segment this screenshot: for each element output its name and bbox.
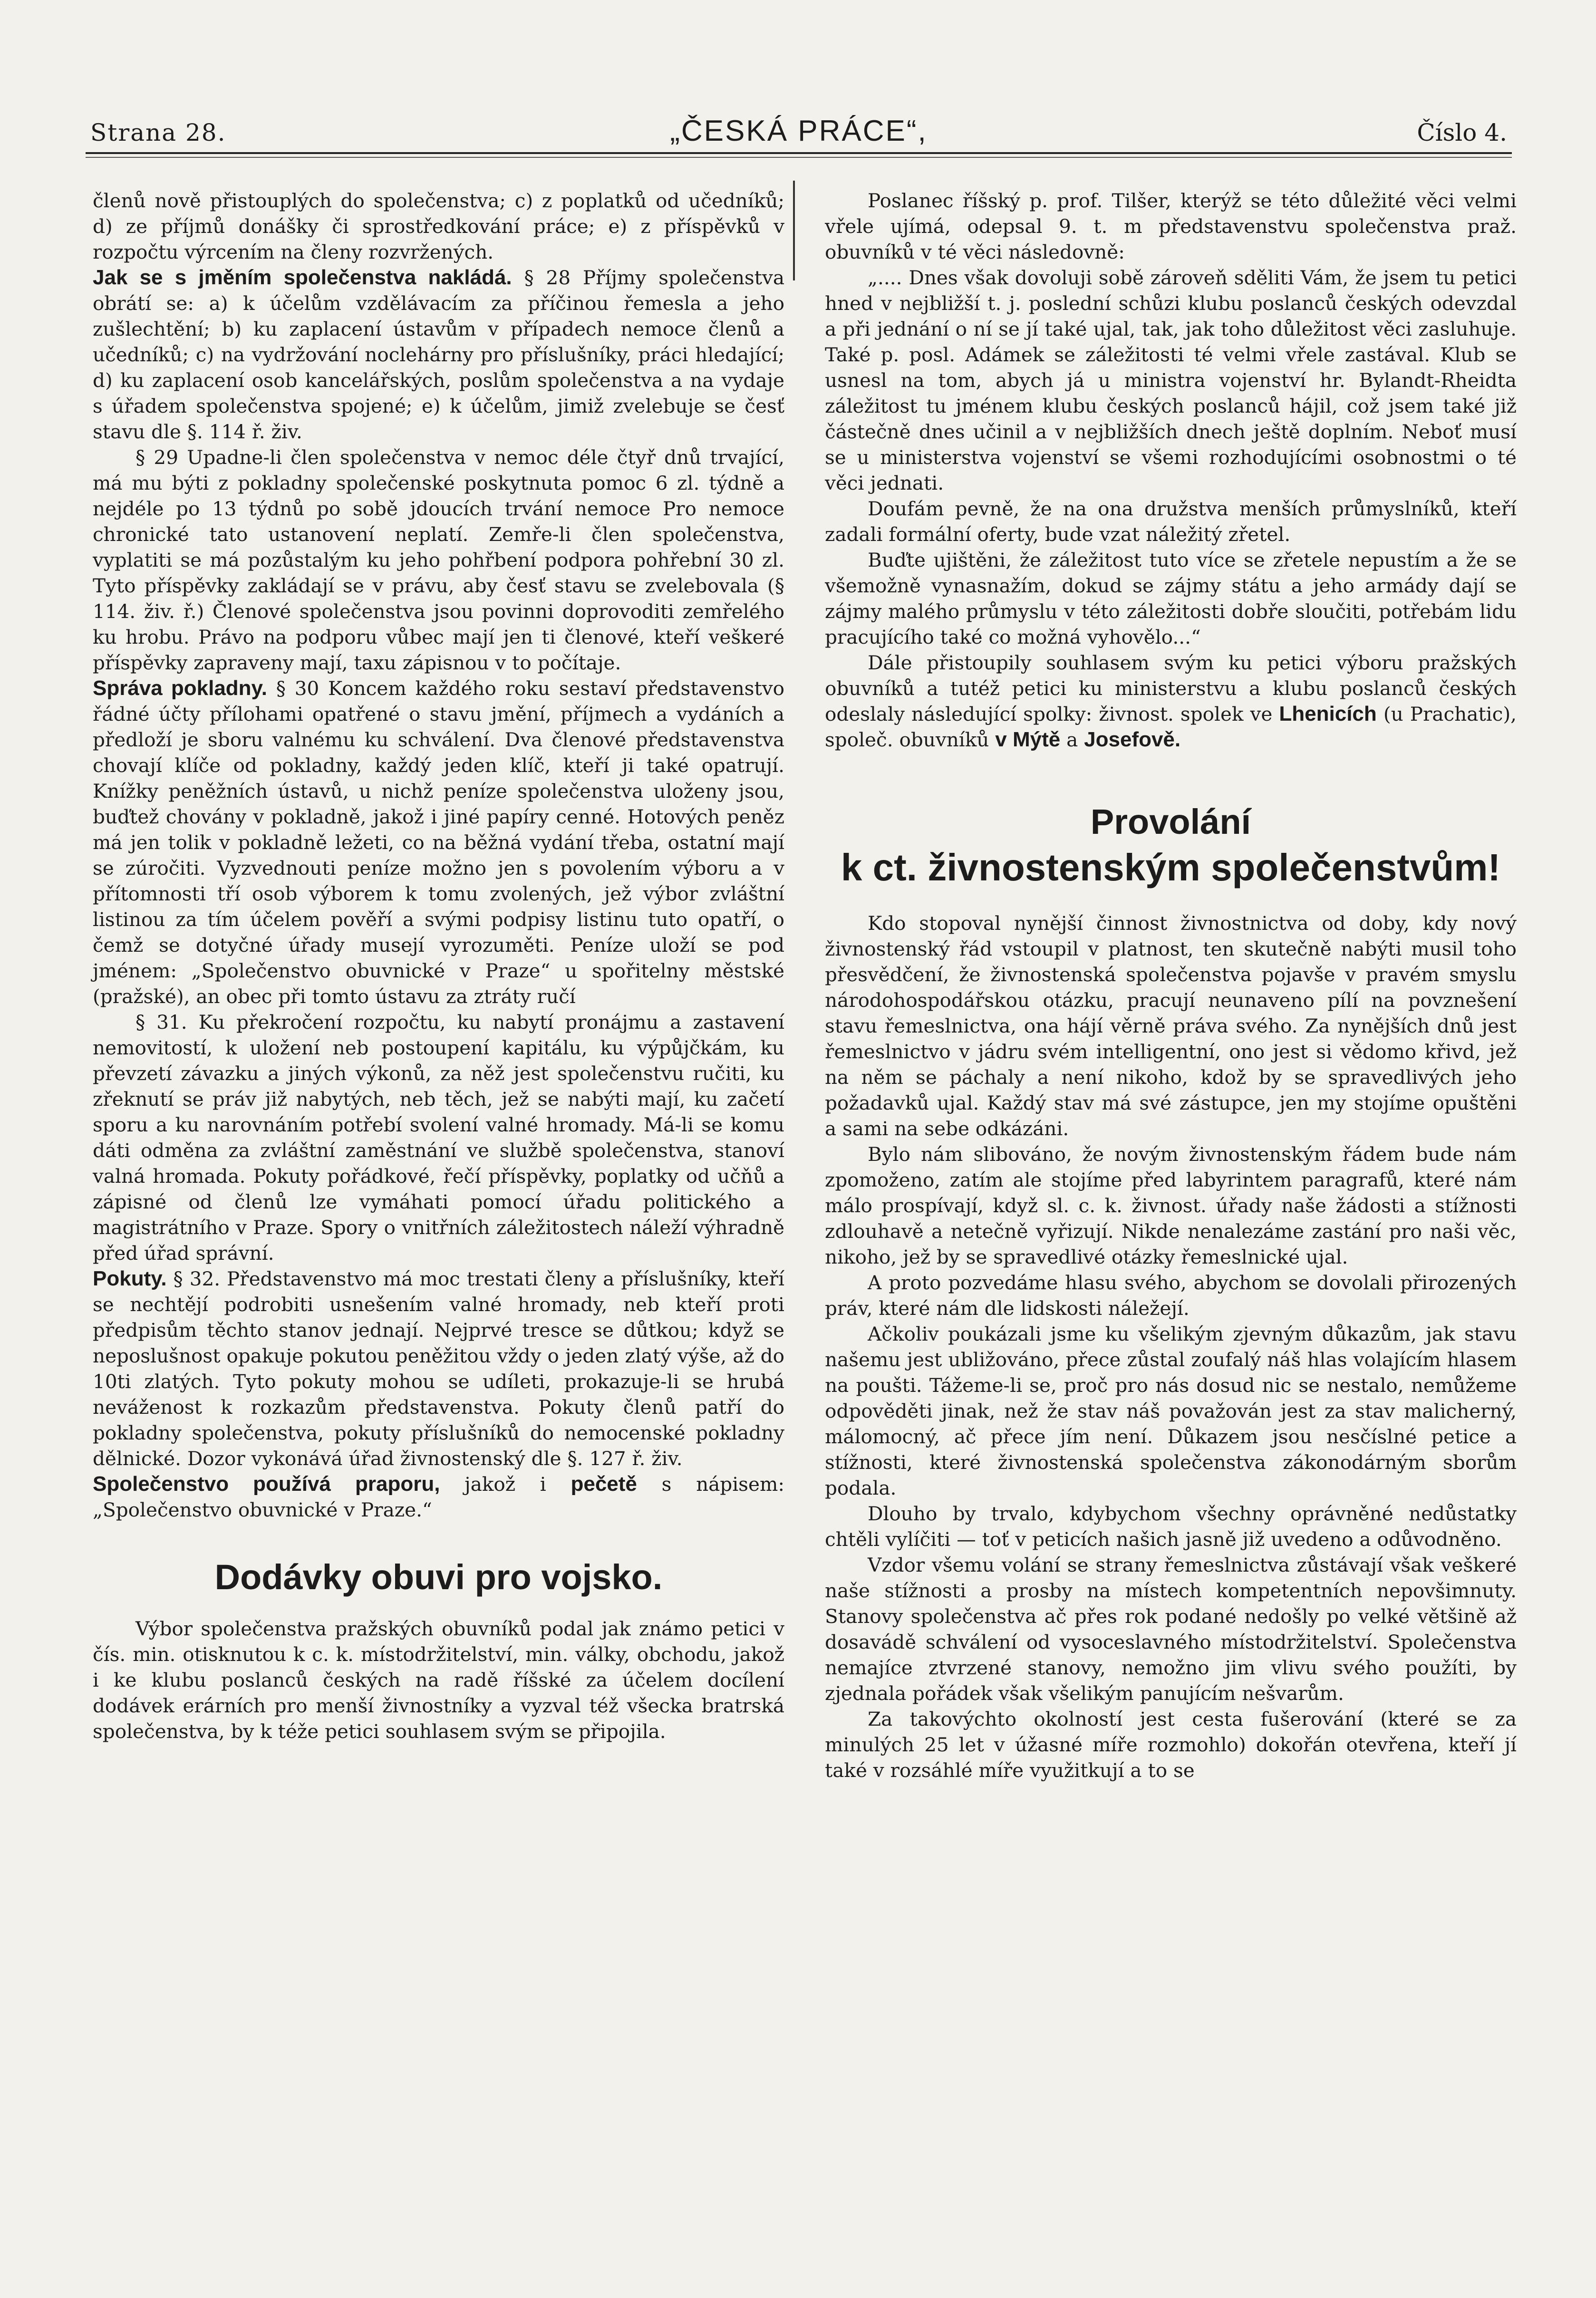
header-rule [86,152,1512,154]
article-headline: Provolání [1090,802,1251,841]
article-headline: Dodávky obuvi pro vojsko. [214,1557,663,1597]
paragraph: § 31. Ku překročení rozpočtu, ku nabytí pronájmu a zastavení nemovitostí, k uložení neb postoupení kapitálu, ku výpůjčkám, ku převzetí závazku a jiných výkonů, za něž jest společenstvu ručiti, ku zřeknutí se práv již nabytých, neb těch, jež se nabýti mají, ku začetí sporu a ku narovnáním potřebí svolení valné hromady. Má-li se komu dáti odměna za zvláštní zaměstnání ve službě společenstva, stanoví valná hromada. Pokuty pořádkové, řečí příspěvky, poplatky od učňů a zápisné od členů lze vymáhati pomocí úřadu politického a magistrátního v Praze. Spory o vnitřních záležitostech náleží výhradně před úřad správní. [93,1011,784,1265]
place-name: Lhenicích [1279,702,1377,725]
column-divider [793,181,795,280]
emphasis: pečetě [571,1472,637,1496]
section-heading: Pokuty. [93,1267,167,1290]
paragraph: Bylo nám slibováno, že novým živnostenským řádem bude nám zpomoženo, zatím ale stojíme před labyrintem paragrafů, které nám málo prospívají, když sl. c. k. živnost. úřady naše žádosti a stížnosti zdlouhavě a netečně vyřizují. Nikde nenalezáme zastání pro naši věc, nikoho, jež by se spravedlivé otázky řemeslnické ujal. [825,1143,1517,1268]
header-rule-thin [86,157,1512,158]
right-column [825,188,1517,1783]
paragraph: Správa pokladny. § 30 Koncem každého roku sestaví představenstvo řádné účty přílohami opatřené o stavu jmění, příjmech a vydáních a předloží je sboru valnému ku schválení. Dva členové představenstva chovají klíče od pokladny, každý jeden klíč, kteří ji také opatrují. Knížky peněžních ústavů, u nichž peníze společenstva uloženy jsou, buďtež chovány v pokladně, jakož i jiné papíry cenné. Hotových peněz má jen tolik v pokladně ležeti, co na běžná vydání třeba, ostatní mají se zúročiti. Vyzvednouti peníze možno jen s povolením výboru a v přítomnosti tří osob výborem k tomu zvolených, jež výbor zvláštní listinou za tím účelem pověří a svými podpisy listinu tuto opatří, o čemž se dotyčné úřady musejí vyrozuměti. Peníze uloží se pod jménem: „Společenstvo obuvnické v Praze“ u spořitelny městské (pražské), an obec při tomto ústavu za ztráty ručí [93,676,784,1008]
section-heading: Správa pokladny. [93,676,267,700]
place-name: v Mýtě [995,728,1061,751]
paragraph: členů nově přistouplých do společenstva; c) z poplatků od učedníků; d) ze příjmů donášky či sprostředkování práce; e) z příspěvků v rozpočtu výrcením na členy rozvržených. [93,189,784,263]
paragraph: Jak se s jměním společenstva nakládá. § 28 Příjmy společenstva obrátí se: a) k účelům vzdělávacím za příčinou řemesla a jeho zušlechtění; b) ku zaplacení ústavům v případech nemoce členů a učedníků; c) na vydržování noclehárny pro příslušníky, práci hledající; d) ku zaplacení osob kancelářských, poslům společenstva a na vydaje s úřadem společenstva spojené; e) k účelům, jimiž zvelebuje se česť stavu dle §. 114 ř. živ. [93,266,784,443]
emphasis: Společenstvo používá praporu, [93,1472,440,1496]
paragraph: Výbor společenstva pražských obuvníků podal jak známo petici v čís. min. otisknutou k c. k. místodržitelství, min. války, obchodu, jakož i ke klubu poslanců českých na radě říšské za účelem docílení dodávek erárních pro menší živnostníky a vyzval též všecka bratrská společenstva, by k téže petici souhlasem svým se připojila. [93,1617,784,1743]
paragraph: Ačkoliv poukázali jsme ku všelikým zjevným důkazům, jak stavu našemu jest ubližováno, přece zůstal zoufalý náš hlas volajícím hlasem na poušti. Tážeme-li se, proč pro nás dosud nic se nestalo, nemůžeme odpověděti jinak, než že stav náš považován jest za stav malicherný, málomocný, ač přece jím není. Důkazem jsou nesčíslné petice a stížnosti, které živnostenská společenstva zákonodárným sborům podala. [825,1323,1517,1499]
paragraph: Doufám pevně, že na ona družstva menších průmyslníků, kteří zadali formální oferty, bude vzat náležitý zřetel. [825,497,1517,546]
paragraph: Poslanec říšský p. prof. Tilšer, kterýž se této důležité věci velmi vřele ujímá, odepsal 9. t. m představenstvu společenstva praž. obuvníků v té věci následovně: [825,189,1517,263]
left-column [93,188,784,1744]
paragraph: § 29 Upadne-li člen společenstva v nemoc déle čtyř dnů trvající, má mu býti z pokladny společenské poskytnuta pomoc 6 zl. týdně a nejdéle po 13 týdnů po sobě jdoucích trvání nemoce Pro nemoce chronické tato ustanovení neplatí. Zemře-li člen společenstva, vyplatiti se má pozůstalým ku jeho pohřbení podpora pohřební 30 zl. Tyto příspěvky zakládají se v právu, aby česť stavu se zvelebovala (§ 114. živ. ř.) Členové společenstva jsou povinni doprovoditi zemřelého ku hrobu. Právo na podporu vůbec mají jen ti členové, kteří veškeré příspěvky zapraveny mají, taxu zápisnou v to počítaje. [93,446,784,674]
paragraph: „.... Dnes však dovoluji sobě zároveň sděliti Vám, že jsem tu petici hned v nejbližší t. j. poslední schůzi klubu poslanců českých odevzdal a při jednání o ní se jí také ujal, tak, jak toho důležitost věci zasluhuje. Také p. posl. Adámek se záležitosti té velmi vřele zastával. Klub se usnesl na tom, abych já u ministra vojenství hr. Bylandt-Rheidta záležitost tu jménem klubu českých poslanců hájil, což jsem také již částečně dnes učinil a v nejbližších dnech ještě doplním. Neboť musí se u ministerstva vojenství se všemi rozhodujícími osobnostmi o té věci jednati. [825,266,1517,494]
paragraph: Dlouho by trvalo, kdybychom všechny oprávněné nedůstatky chtěli vylíčiti — toť v peticích našich jasně již uvedeno a odůvodněno. [825,1502,1517,1551]
paragraph: Dále přistoupily souhlasem svým ku petici výboru pražských obuvníků a tutéž petici ku ministerstvu a klubu poslanců českých odeslaly následující spolky: živnost. spolek ve Lhenicích (u Prachatic), společ. obuvníků v Mýtě a Josefově. [825,651,1517,751]
paragraph: Vzdor všemu volání se strany řemeslnictva zůstávají však veškeré naše stížnosti a prosby na místech kompetentních nepovšimnuty. Stanovy společenstva ač přes rok podané nedošly po velké většině až dosavádě schválení od vysoceslavného místodržitelství. Společenstva nemajíce ztvrzené stanovy, nemožno jim vlivu svého použíti, by zjednala pořádek však všelikým panujícím nešvarům. [825,1554,1517,1705]
page-header [86,109,1512,152]
newspaper-title: „ČESKÁ PRÁCE“, [670,115,928,147]
paragraph: Společenstvo používá praporu, jakož i pečetě s nápisem: „Společenstvo obuvnické v Praze.“ [93,1472,784,1521]
paragraph: A proto pozvedáme hlasu svého, abychom se dovolali přirozených práv, které nám dle lidskosti náležejí. [825,1271,1517,1320]
article-subheadline: k ct. živnostenským společenstvům! [841,846,1501,888]
paragraph: Buďte ujištěni, že záležitost tuto více se zřetele nepustím a že se všemožně vynasnažím, dokud se zájmy státu a jeho armády dají se zájmy malého průmyslu v této záležitosti dobře sloučiti, potřebám lidu pracujícího také co možná vyhovělo...“ [825,549,1517,648]
section-heading: Jak se s jměním společenstva nakládá. [93,266,512,289]
place-name: Josefově. [1084,728,1181,751]
page-number: Strana 28. [90,119,226,146]
paragraph: Kdo stopoval nynější činnost živnostnictva od doby, kdy nový živnostenský řád vstoupil v platnost, ten skutečně nabýti musil toho přesvědčení, že živnostenská společenstva pojavše v pravém smyslu národohospodářskou otázku, pracují neunaveno pílí na povznešení stavu řemeslnictva, ona hájí věrně práva svého. Za nynějších dnů jest řemeslnictvo v jádru svém intelligentní, ono jest si vědomo křivd, jež na něm se páchaly a není nikoho, kdož by se spravedlivých jeho požadavků ujal. Každý stav má své zástupce, jen my stojíme opuštěni a sami na sebe odkázáni. [825,912,1517,1140]
issue-number: Číslo 4. [1417,119,1507,146]
paragraph: Za takovýchto okolností jest cesta fušerování (které se za minulých 25 let v úžasné míře rozmohlo) dokořán otevřena, kteří jí také v rozsáhlé míře využitkují a to se [825,1708,1517,1782]
paragraph: Pokuty. § 32. Představenstvo má moc trestati členy a příslušníky, kteří se nechtějí podrobiti usnešením valné hromady, neb kteří proti předpisům těchto stanov jednají. Nejprvé tresce se důtkou; když se neposlušnost opakuje pokutou peněžitou vždy o jeden zlatý výše, až do 10ti zlatých. Tyto pokuty mohou se udíleti, prokazuje-li se hrubá neváženost k rozkazům představenstva. Pokuty členů patří do pokladny společenstva, pokuty příslušníků do nemocenské pokladny dělnické. Dozor vykonává úřad živnostenský dle §. 127 ř. živ. [93,1267,784,1470]
